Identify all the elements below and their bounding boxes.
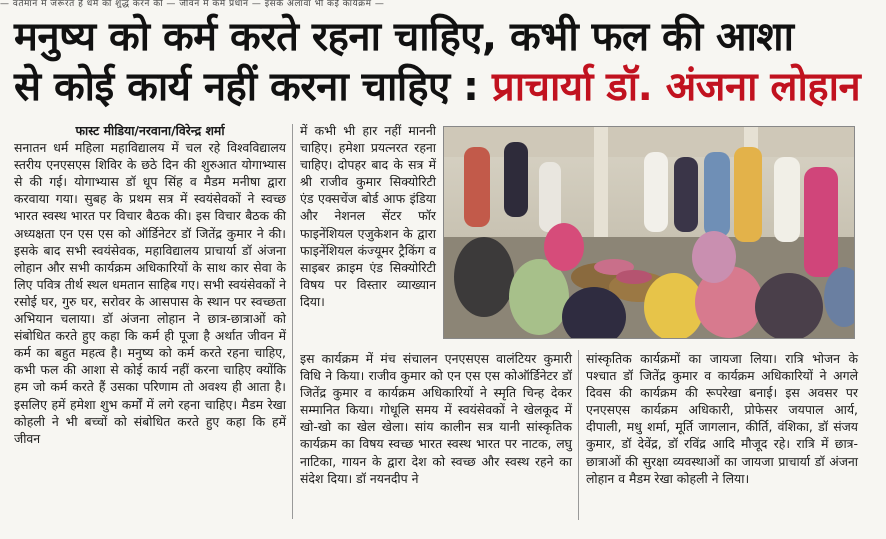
- article-column-3: इस कार्यक्रम में मंच संचालन एनएसएस वालंटियर कुमारी विधि ने किया। राजीव कुमार को एन एस एस कोऑर्डिनेटर डॉ जितेंद्र कुमार व कार्यक्रम अधिकारियों ने स्मृति चिन्ह देकर सम्मानित किया। गोधूलि समय में स्वयंसेवकों ने खेलकूद में खो-खो का खेल खेला। सांय कालीन सत्र यानी सांस्कृतिक कार्यक्रम का विषय स्वच्छ भारत स्वस्थ भारत पर नाटक, लघु नाटिका, गायन के द्वारा देश को स्वच्छ और स्वस्थ रहने का संदेश दिया। डॉ नयनदीप ने: [300, 351, 572, 486]
- article-column-4: सांस्कृतिक कार्यक्रमों का जायजा लिया। रात्रि भोजन के पश्चात डॉ जितेंद्र कुमार व कार्यक्रम अधिकारियों ने अगले दिवस की कार्यक्रम की रूपरेखा बनाई। इस अवसर पर एनएसएस कार्यक्रम अधिकारी, प्रोफेसर जयपाल आर्य, दीपाली, मधु शर्मा, मूर्ति जागलान, कीर्ति, वंशिका, डॉ संजय कुमार, डॉ देवेंद्र, डॉ रविंद्र आदि मौजूद रहे। रात्रि में छात्र-छात्राओं की सुरक्षा व्यवस्थाओं का जायजा प्राचार्या डॉ अंजना लोहान व मैडम रेखा कोहली ने लिया।: [586, 351, 858, 486]
- headline: [14, 12, 874, 112]
- column-divider: [292, 124, 293, 519]
- headline-line-1: मनुष्य को कर्म करते रहना चाहिए, कभी फल की आशा: [14, 14, 794, 60]
- byline: फास्ट मीडिया/नरवाना/विरेन्द्र शर्मा: [75, 123, 225, 138]
- headline-line-2-text: से कोई कार्य नहीं करना चाहिए :: [14, 64, 479, 110]
- column-divider: [578, 350, 579, 520]
- top-strip: — वर्तमान में जरूरत है धर्म को शुद्ध करने की — जीवन में कर्म प्रधान — इसके अलावा भी कई कार्यक्रम —: [0, 0, 385, 8]
- photo-illustration: [444, 127, 854, 338]
- news-photo: [443, 126, 855, 339]
- article-column-1: [14, 122, 286, 447]
- headline-attribution: प्राचार्या डॉ. अंजना लोहान: [491, 64, 861, 110]
- headline-line-2: [14, 62, 874, 112]
- article-column-2: में कभी भी हार नहीं माननी चाहिए। हमेशा प्रयत्नरत रहना चाहिए। दोपहर बाद के सत्र में श्री राजीव कुमार सिक्योरिटी एंड एक्सचेंज बोर्ड आफ इंडिया और नेशनल सेंटर फॉर फाइनेंशियल एजुकेशन के द्वारा फाइनेंशियल कंज्यूमर ट्रैकिंग व साइबर क्राइम एंड सिक्योरिटी विषय पर विस्तार व्याख्यान दिया।: [300, 123, 436, 309]
- column-1-text: सनातन धर्म महिला महाविद्यालय में चल रहे विश्वविद्यालय स्तरीय एनएसएस शिविर के छठे दिन की शुरुआत योगाभ्यास से की गई। योगाभ्यास डॉ धूप सिंह व मैडम मनीषा द्वारा करवाया गया। सुबह के प्रथम सत्र में स्वयंसेवकों ने स्वच्छ भारत स्वस्थ भारत पर विचार बैठक की। इस विचार बैठक की अध्यक्षता एन एस एस को ऑर्डिनेटर डॉ जितेंद्र कुमार ने की। इसके बाद सभी स्वयंसेवक, महाविद्यालय प्राचार्या डॉ अंजना लोहान और सभी कार्यक्रम अधिकारियों के साथ कार सेवा के लिए पवित्र तीर्थ स्थल धमतान साहिब गए। सभी स्वयंसेवकों ने रसोई घर, गुरु घर, सरोवर के आसपास के स्थान पर स्वच्छता अभियान चलाया। डॉ अंजना लोहान ने छात्र-छात्राओं को संबोधित करते हुए कहा कि कर्म ही पूजा है अर्थात जीवन में कर्म का बहुत महत्व है। मनुष्य को कर्म करते रहना चाहिए, कभी फल की आशा से कोई कार्य नहीं करना चाहिए क्योंकि हम जो कर्म करते हैं उसका परिणाम तो अवश्य ही आता है। इसलिए हमें हमेशा शुभ कर्मों में लगे रहना चाहिए। मैडम रेखा कोहली ने भी बच्चों को संबोधित करते हुए कहा कि हमें जीवन: [14, 140, 286, 446]
